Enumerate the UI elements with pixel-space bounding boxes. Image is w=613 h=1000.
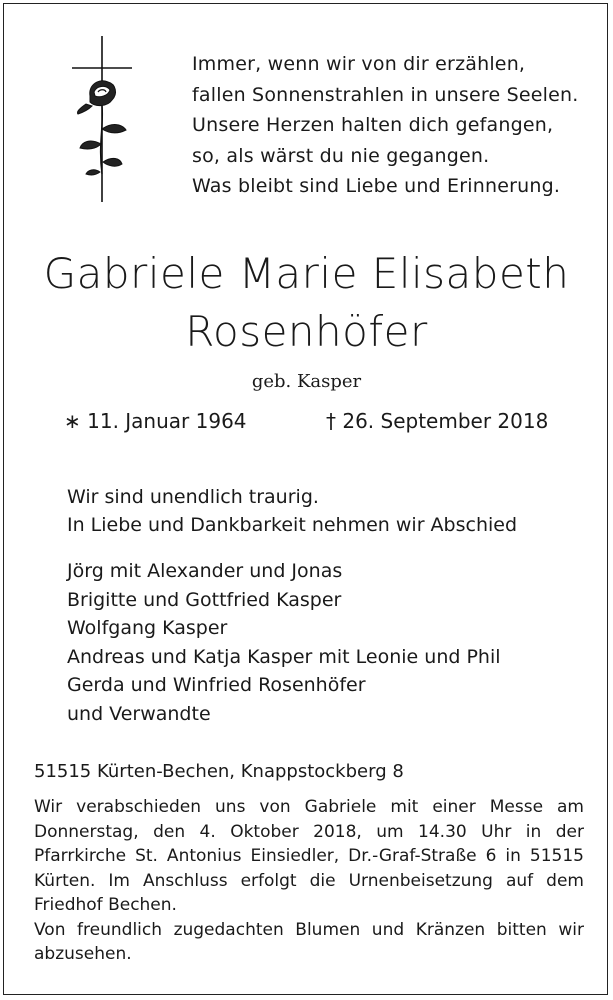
family-line: Gerda und Winfried Rosenhöfer: [67, 674, 366, 696]
deceased-name-line2: Rosenhöfer: [185, 307, 428, 356]
service-line: Kürten. Im Anschluss erfolgt die Urnenbeisetzung auf dem: [34, 870, 584, 891]
grief-line: In Liebe und Dankbarkeit nehmen wir Abschied: [67, 514, 518, 536]
birth-date: ∗ 11. Januar 1964: [64, 409, 247, 433]
family-line: und Verwandte: [67, 702, 211, 725]
obituary-card: [3, 3, 608, 995]
address: 51515 Kürten-Bechen, Knappstockberg 8: [34, 761, 404, 782]
poem: [192, 49, 592, 202]
death-date: † 26. September 2018: [326, 409, 549, 433]
poem-line: Immer, wenn wir von dir erzählen,: [192, 53, 526, 75]
family-line: Wolfgang Kasper: [67, 617, 228, 639]
deceased-name-line1: Gabriele Marie Elisabeth: [43, 249, 570, 298]
service-line: Wir verabschieden uns von Gabriele mit einer Messe am: [34, 797, 584, 817]
birth-name: geb. Kasper: [251, 371, 362, 392]
service-line: Von freundlich zugedachten Blumen und Kränzen bitten wir: [34, 919, 584, 940]
grief-statement: [67, 483, 587, 539]
family-line: Brigitte und Gottfried Kasper: [67, 588, 342, 611]
grief-line: Wir sind unendlich traurig.: [67, 486, 319, 508]
poem-line: Unsere Herzen halten dich gefangen,: [192, 114, 554, 136]
cross-rose-icon: [62, 34, 142, 204]
poem-line: fallen Sonnenstrahlen in unsere Seelen.: [192, 83, 579, 106]
service-notice: [34, 795, 584, 967]
family-list: [67, 557, 587, 728]
family-line: Andreas und Katja Kasper mit Leonie und Phil: [67, 645, 501, 668]
poem-line: Was bleibt sind Liebe und Erinnerung.: [192, 175, 561, 197]
service-line: Donnerstag, den 4. Oktober 2018, um 14.30 Uhr in der: [34, 821, 584, 842]
service-line: abzusehen.: [34, 944, 132, 964]
family-line: Jörg mit Alexander und Jonas: [67, 560, 343, 582]
service-line: Friedhof Bechen.: [34, 895, 177, 915]
service-line: Pfarrkirche St. Antonius Einsiedler, Dr.-Graf-Straße 6 in 51515: [34, 846, 584, 866]
poem-line: so, als wärst du nie gegangen.: [192, 144, 490, 167]
